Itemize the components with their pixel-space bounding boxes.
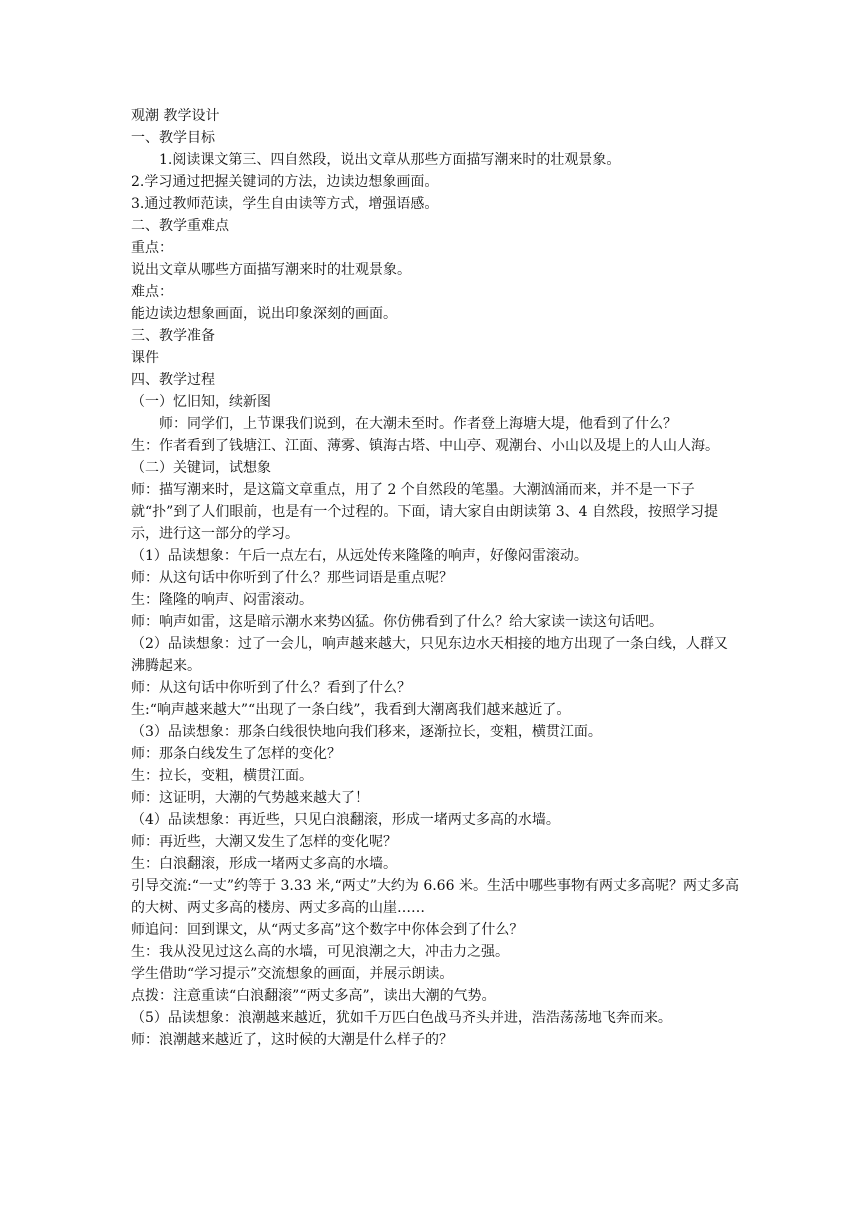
document-body	[131, 105, 741, 1051]
section-heading-process: 四、教学过程	[131, 372, 215, 388]
reading-item-1: （1）品读想象：午后一点左右，从远处传来隆隆的响声，好像闷雷滚动。	[131, 548, 588, 564]
prep-text: 课件	[131, 350, 159, 366]
dialogue-line: 师：描写潮来时，是这篇文章重点，用了 2 个自然段的笔墨。大潮汹涌而来，并不是一下子就“扑”到了人们眼前，也是有一个过程的。下面，请大家自由朗读第 3、4 自然段，按照学习提示，进行这一部分的学习。	[131, 482, 719, 542]
dialogue-line: 师：再近些，大潮又发生了怎样的变化呢？	[131, 834, 397, 850]
reading-item-4: （4）品读想象：再近些，只见白浪翻滚，形成一堵两丈多高的水墙。	[131, 812, 560, 828]
dialogue-line: 师：从这句话中你听到了什么？看到了什么？	[131, 680, 411, 696]
goal-item-2: 2.学习通过把握关键词的方法，边读边想象画面。	[131, 174, 439, 190]
focus-text: 说出文章从哪些方面描写潮来时的壮观景象。	[131, 262, 411, 278]
reading-item-3: （3）品读想象：那条白线很快地向我们移来，逐渐拉长，变粗，横贯江面。	[131, 724, 602, 740]
difficulty-label: 难点：	[131, 284, 173, 300]
dialogue-line: 生：隆隆的响声、闷雷滚动。	[131, 592, 313, 608]
reading-item-5: （5）品读想象：浪潮越来越近，犹如千万匹白色战马齐头并进，浩浩荡荡地飞奔而来。	[131, 1010, 672, 1026]
guidance-line: 点拨：注意重读“白浪翻滚”“两丈多高”，读出大潮的气势。	[131, 988, 496, 1004]
goal-item-1: 1.阅读课文第三、四自然段，说出文章从那些方面描写潮来时的壮观景象。	[159, 152, 621, 168]
dialogue-line: 生：我从没见过这么高的水墙，可见浪潮之大，冲击力之强。	[131, 944, 509, 960]
reading-item-2: （2）品读想象：过了一会儿，响声越来越大，只见东边水天相接的地方出现了一条白线，人群又沸腾起来。	[131, 636, 728, 674]
dialogue-line: 师：浪潮越来越近了，这时候的大潮是什么样子的？	[131, 1032, 453, 1048]
section-heading-goals: 一、教学目标	[131, 130, 215, 146]
dialogue-line: 生：白浪翻滚，形成一堵两丈多高的水墙。	[131, 856, 397, 872]
dialogue-line: 师：响声如雷，这是暗示潮水来势凶猛。你仿佛看到了什么？给大家读一读这句话吧。	[131, 614, 663, 630]
dialogue-line: 师：那条白线发生了怎样的变化？	[131, 746, 341, 762]
dialogue-line: 生：拉长，变粗，横贯江面。	[131, 768, 313, 784]
dialogue-line: 师：这证明，大潮的气势越来越大了！	[131, 790, 369, 806]
dialogue-line: 生：作者看到了钱塘江、江面、薄雾、镇海古塔、中山亭、观潮台、小山以及堤上的人山人海。	[131, 438, 719, 454]
subsection-heading-2: （二）关键词，试想象	[131, 460, 271, 476]
dialogue-line: 师：从这句话中你听到了什么？那些词语是重点呢？	[131, 570, 453, 586]
dialogue-line: 生:“响声越来越大”“出现了一条白线”，我看到大潮离我们越来越近了。	[131, 702, 571, 718]
document-title: 观潮 教学设计	[131, 108, 220, 124]
goal-item-3: 3.通过教师范读，学生自由读等方式，增强语感。	[131, 196, 439, 212]
difficulty-text: 能边读边想象画面，说出印象深刻的画面。	[131, 306, 397, 322]
discussion-line: 引导交流:“一丈”约等于 3.33 米,“两丈”大约为 6.66 米。生活中哪些事物有两丈多高呢？两丈多高的大树、两丈多高的楼房、两丈多高的山崖……	[131, 878, 739, 916]
activity-line: 学生借助“学习提示”交流想象的画面，并展示朗读。	[131, 966, 454, 982]
section-heading-prep: 三、教学准备	[131, 328, 215, 344]
dialogue-line: 师：同学们，上节课我们说到，在大潮未至时。作者登上海塘大堤，他看到了什么？	[159, 416, 677, 432]
section-heading-focus: 二、教学重难点	[131, 218, 229, 234]
dialogue-line: 师追问：回到课文，从“两丈多高”这个数字中你体会到了什么？	[131, 922, 524, 938]
focus-label: 重点：	[131, 240, 173, 256]
subsection-heading-1: （一）忆旧知，续新图	[131, 394, 271, 410]
